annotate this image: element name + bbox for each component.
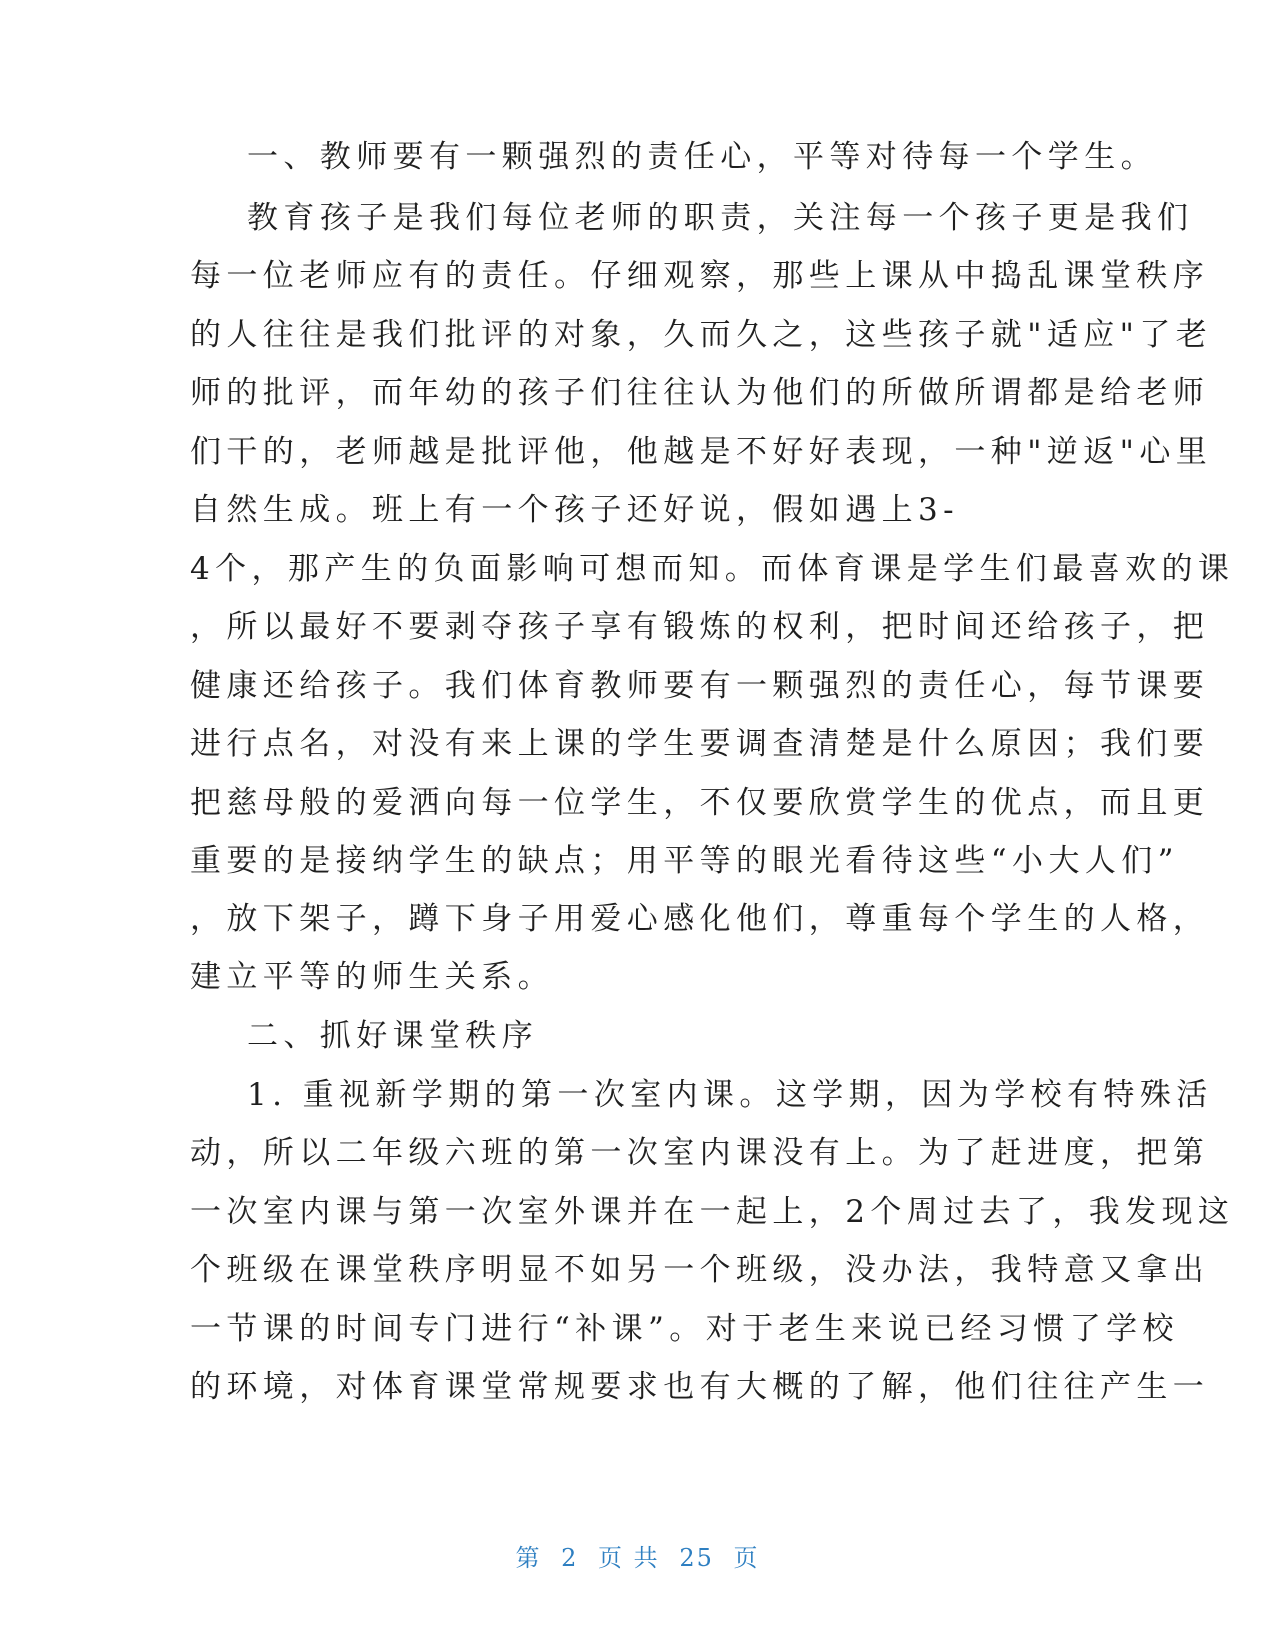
footer-middle: 页 共 [598,1544,660,1572]
paragraph-line: 一节课的时间专门进行“补课”。对于老生来说已经习惯了学校 [190,1311,1179,1347]
paragraph-line: 4个，那产生的负面影响可想而知。而体育课是学生们最喜欢的课 [190,551,1235,587]
paragraph-line: 师的批评，而年幼的孩子们往往认为他们的所做所谓都是给老师 [190,375,1210,411]
paragraph-line: 动，所以二年级六班的第一次室内课没有上。为了赶进度，把第 [190,1135,1210,1171]
total-pages-number: 25 [679,1544,714,1572]
paragraph-line: 1. 重视新学期的第一次室内课。这学期，因为学校有特殊活 [247,1077,1213,1113]
heading-section-1: 一、教师要有一颗强烈的责任心，平等对待每一个学生。 [247,139,1157,175]
paragraph-line: 自然生成。班上有一个孩子还好说，假如遇上3- [190,492,959,528]
paragraph-line: 建立平等的师生关系。 [190,959,554,995]
paragraph-line: 教育孩子是我们每位老师的职责，关注每一个孩子更是我们 [247,200,1194,236]
footer-suffix: 页 [733,1544,760,1572]
current-page-number: 2 [561,1544,579,1572]
footer-prefix: 第 [515,1544,542,1572]
page-footer [0,1542,1275,1574]
paragraph-line: 一次室内课与第一次室外课并在一起上，2个周过去了，我发现这 [190,1194,1235,1230]
paragraph-line: 进行点名，对没有来上课的学生要调查清楚是什么原因；我们要 [190,726,1210,762]
paragraph-line: 把慈母般的爱洒向每一位学生，不仅要欣赏学生的优点，而且更 [190,785,1210,821]
paragraph-line: 的环境，对体育课堂常规要求也有大概的了解，他们往往产生一 [190,1369,1210,1405]
paragraph-line: 的人往往是我们批评的对象，久而久之，这些孩子就"适应"了老 [190,317,1213,353]
heading-section-2: 二、抓好课堂秩序 [247,1018,539,1054]
paragraph-line: ，所以最好不要剥夺孩子享有锻炼的权利，把时间还给孩子，把 [190,609,1210,645]
paragraph-line: 个班级在课堂秩序明显不如另一个班级，没办法，我特意又拿出 [190,1252,1210,1288]
paragraph-line: 每一位老师应有的责任。仔细观察，那些上课从中捣乱课堂秩序 [190,258,1210,294]
paragraph-line: 们干的，老师越是批评他，他越是不好好表现，一种"逆返"心里 [190,434,1213,470]
paragraph-line: 重要的是接纳学生的缺点；用平等的眼光看待这些“小大人们” [190,843,1179,879]
paragraph-line: ，放下架子，蹲下身子用爱心感化他们，尊重每个学生的人格， [190,901,1210,937]
paragraph-line: 健康还给孩子。我们体育教师要有一颗强烈的责任心，每节课要 [190,668,1210,704]
